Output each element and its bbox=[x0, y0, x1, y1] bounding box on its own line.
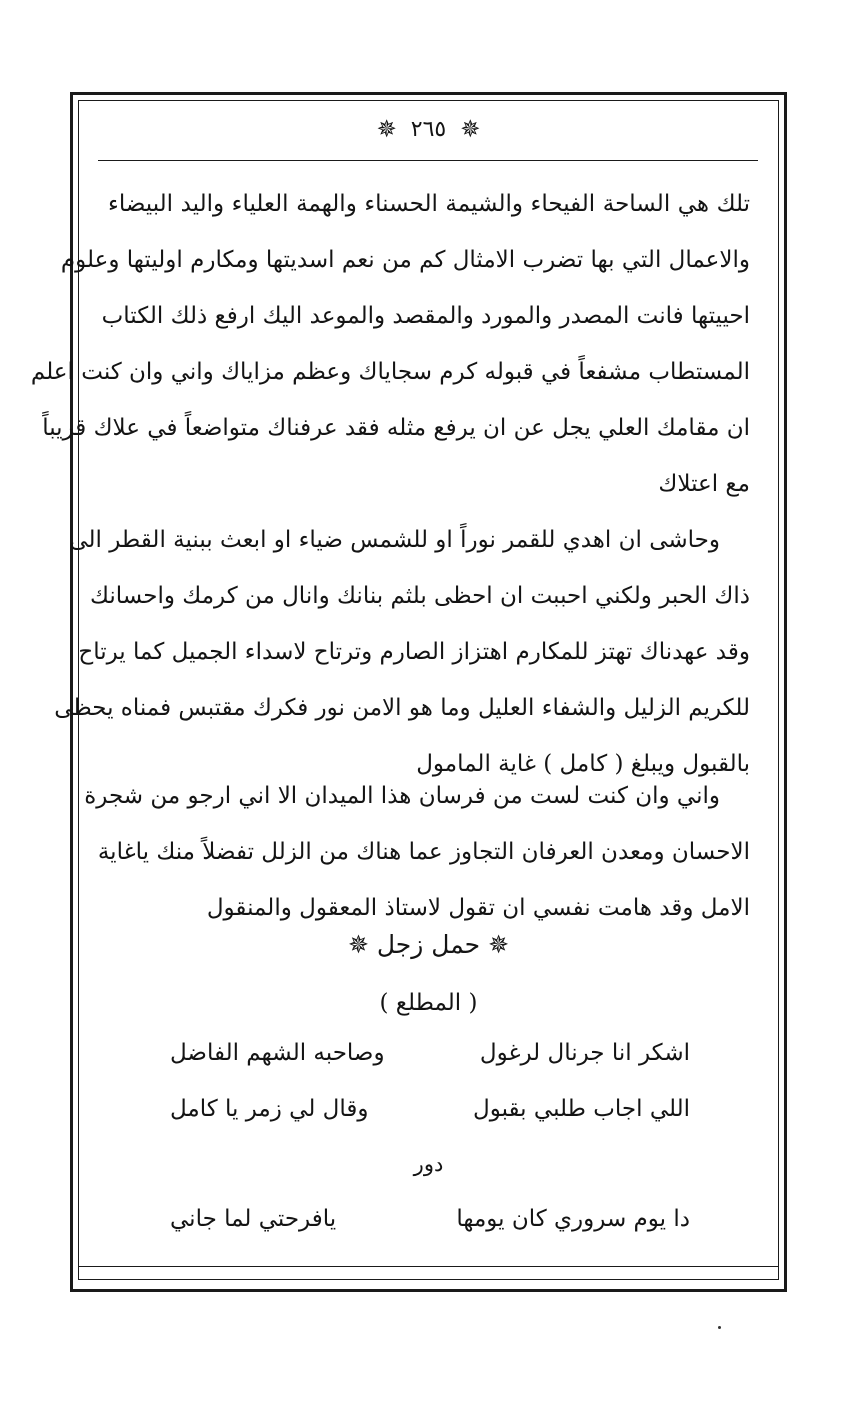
bottom-rule bbox=[78, 1266, 779, 1267]
poem-title-text: حمل زجل bbox=[376, 930, 481, 959]
text-line: للكريم الزليل والشفاء العليل وما هو الامن نور فكرك مقتبس فمناه يحظى bbox=[54, 695, 750, 721]
text-line: تلك هي الساحة الفيحاء والشيمة الحسناء والهمة العلياء واليد البيضاء bbox=[108, 191, 750, 217]
text-line: واني وان كنت لست من فرسان هذا الميدان الا اني ارجو من شجرة bbox=[84, 783, 720, 809]
page-header bbox=[78, 108, 779, 150]
text-line: ذاك الحبر ولكني احببت ان احظى بلثم بنانك وانال من كرمك واحسانك bbox=[89, 583, 750, 609]
verse-line bbox=[170, 1040, 690, 1066]
ornament-icon: ✵ bbox=[460, 115, 481, 143]
ornament-icon: ✵ bbox=[347, 930, 369, 959]
speck bbox=[718, 1326, 721, 1329]
paragraph-3 bbox=[84, 768, 750, 936]
ornament-icon: ✵ bbox=[488, 930, 510, 959]
page-number: ٢٦٥ bbox=[410, 116, 447, 142]
poem-title bbox=[78, 930, 779, 959]
text-line: المستطاب مشفعاً في قبوله كرم سجاياك وعظم مزاياك واني وان كنت اعلم bbox=[30, 359, 750, 385]
text-line: بالقبول ويبلغ ( كامل ) غاية المامول bbox=[416, 751, 750, 777]
verse-hemistich-second: وصاحبه الشهم الفاضل bbox=[170, 1040, 385, 1066]
text-line: وحاشى ان اهدي للقمر نوراً او للشمس ضياء او ابعث ببنية القطر الى bbox=[69, 527, 720, 553]
text-line: احييتها فانت المصدر والمورد والمقصد والموعد اليك ارفع ذلك الكتاب bbox=[101, 303, 750, 329]
paragraph-1 bbox=[30, 176, 750, 512]
verse-line bbox=[170, 1206, 690, 1232]
text-line: وقد عهدناك تهتز للمكارم اهتزاز الصارم وترتاح لاسداء الجميل كما يرتاح bbox=[78, 639, 750, 665]
stanza-label: دور bbox=[413, 1152, 444, 1176]
ornament-icon: ✵ bbox=[376, 115, 397, 143]
verse-line bbox=[170, 1096, 690, 1122]
paragraph-2 bbox=[54, 512, 750, 792]
text-line: ان مقامك العلي يجل عن ان يرفع مثله فقد عرفناك متواضعاً في علاك قريباً bbox=[42, 415, 750, 441]
opening-label: ( المطلع ) bbox=[379, 990, 478, 1016]
verse-hemistich-first: دا يوم سروري كان يومها bbox=[456, 1206, 690, 1232]
verse-hemistich-first: اللي اجاب طلبي بقبول bbox=[473, 1096, 690, 1122]
verse-hemistich-first: اشكر انا جرنال لرغول bbox=[479, 1040, 690, 1066]
text-line: مع اعتلاك bbox=[658, 471, 750, 497]
text-line: الاحسان ومعدن العرفان التجاوز عما هناك من الزلل تفضلاً منك ياغاية bbox=[97, 839, 750, 865]
verse-hemistich-second: يافرحتي لما جاني bbox=[170, 1206, 337, 1232]
verse-hemistich-second: وقال لي زمر يا كامل bbox=[170, 1096, 369, 1122]
text-line: والاعمال التي بها تضرب الامثال كم من نعم اسديتها ومكارم اوليتها وعلوم bbox=[60, 247, 750, 273]
text-line: الامل وقد هامت نفسي ان تقول لاستاذ المعقول والمنقول bbox=[206, 895, 750, 921]
header-divider bbox=[98, 160, 758, 161]
